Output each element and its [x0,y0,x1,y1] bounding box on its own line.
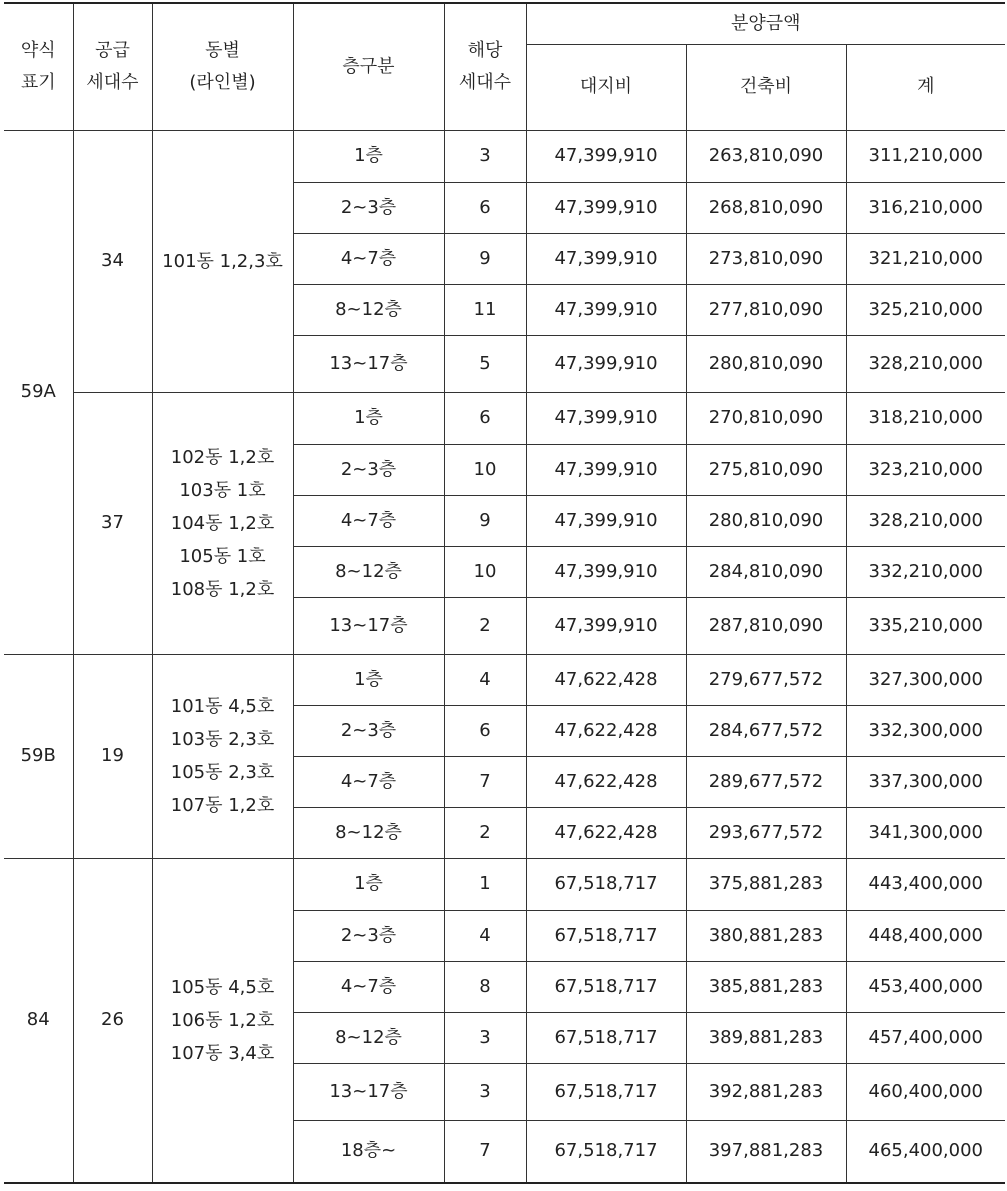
land-cell: 47,399,910 [526,335,686,392]
type-cell: 59B [4,654,73,858]
floor-cell: 8~12층 [293,807,444,858]
total-cell: 316,210,000 [846,182,1005,233]
total-cell: 460,400,000 [846,1063,1005,1120]
build-cell: 289,677,572 [686,756,846,807]
table-row [4,130,1005,182]
supply-cell: 19 [73,654,152,858]
supply-cell: 26 [73,858,152,1183]
land-cell: 47,622,428 [526,654,686,705]
building-line: 103동 2,3호 [170,729,275,750]
building-line: 103동 1호 [179,479,266,501]
floor-cell: 2~3층 [293,705,444,756]
table-row [4,654,1005,705]
build-cell: 392,881,283 [686,1063,846,1120]
build-cell: 287,810,090 [686,597,846,654]
land-cell: 47,399,910 [526,597,686,654]
header-floor: 층구분 [293,3,444,130]
land-cell: 47,399,910 [526,284,686,335]
units-cell: 5 [444,335,526,392]
total-cell: 443,400,000 [846,858,1005,910]
units-cell: 6 [444,392,526,444]
floor-cell: 1층 [293,858,444,910]
floor-cell: 4~7층 [293,961,444,1012]
building-line: 101동 1,2,3호 [162,250,283,272]
units-cell: 7 [444,756,526,807]
building-line: 105동 4,5호 [170,976,275,998]
total-cell: 323,210,000 [846,444,1005,495]
units-cell: 10 [444,444,526,495]
building-cell [152,654,293,858]
build-cell: 279,677,572 [686,654,846,705]
building-line: 107동 3,4호 [170,1042,275,1064]
total-cell: 311,210,000 [846,130,1005,182]
floor-cell: 2~3층 [293,444,444,495]
total-cell: 341,300,000 [846,807,1005,858]
floor-cell: 1층 [293,654,444,705]
build-cell: 270,810,090 [686,392,846,444]
header-type: 약식 표기 [4,3,73,130]
units-cell: 4 [444,910,526,961]
units-cell: 1 [444,858,526,910]
build-cell: 263,810,090 [686,130,846,182]
units-cell: 11 [444,284,526,335]
land-cell: 67,518,717 [526,910,686,961]
build-cell: 284,677,572 [686,705,846,756]
land-cell: 67,518,717 [526,1063,686,1120]
total-cell: 321,210,000 [846,233,1005,284]
units-cell: 6 [444,705,526,756]
header-building: 동별 (라인별) [152,3,293,130]
total-cell: 318,210,000 [846,392,1005,444]
floor-cell: 1층 [293,392,444,444]
floor-cell: 13~17층 [293,1063,444,1120]
units-cell: 9 [444,495,526,546]
land-cell: 47,622,428 [526,807,686,858]
build-cell: 385,881,283 [686,961,846,1012]
units-cell: 2 [444,807,526,858]
header-total: 계 [846,44,1005,130]
land-cell: 67,518,717 [526,1012,686,1063]
build-cell: 280,810,090 [686,495,846,546]
floor-cell: 2~3층 [293,910,444,961]
land-cell: 67,518,717 [526,1120,686,1183]
building-line: 105동 1호 [179,545,266,567]
units-cell: 8 [444,961,526,1012]
floor-cell: 4~7층 [293,233,444,284]
units-cell: 2 [444,597,526,654]
build-cell: 268,810,090 [686,182,846,233]
header-build: 건축비 [686,44,846,130]
floor-cell: 13~17층 [293,597,444,654]
total-cell: 448,400,000 [846,910,1005,961]
price-table [4,2,1005,1184]
header-supply: 공급 세대수 [73,3,152,130]
build-cell: 397,881,283 [686,1120,846,1183]
building-line: 106동 1,2호 [170,1009,275,1031]
units-cell: 3 [444,1012,526,1063]
build-cell: 389,881,283 [686,1012,846,1063]
floor-cell: 1층 [293,130,444,182]
floor-cell: 4~7층 [293,495,444,546]
land-cell: 67,518,717 [526,961,686,1012]
land-cell: 47,399,910 [526,444,686,495]
build-cell: 284,810,090 [686,546,846,597]
building-line: 108동 1,2호 [170,578,275,600]
total-cell: 453,400,000 [846,961,1005,1012]
type-cell: 84 [4,858,73,1183]
land-cell: 47,399,910 [526,495,686,546]
build-cell: 375,881,283 [686,858,846,910]
building-line: 102동 1,2호 [170,446,275,468]
floor-cell: 2~3층 [293,182,444,233]
land-cell: 47,399,910 [526,130,686,182]
land-cell: 47,622,428 [526,756,686,807]
total-cell: 337,300,000 [846,756,1005,807]
build-cell: 380,881,283 [686,910,846,961]
units-cell: 3 [444,130,526,182]
table-body [4,130,1005,1183]
total-cell: 465,400,000 [846,1120,1005,1183]
units-cell: 7 [444,1120,526,1183]
build-cell: 280,810,090 [686,335,846,392]
units-cell: 3 [444,1063,526,1120]
building-line: 104동 1,2호 [170,512,275,534]
total-cell: 457,400,000 [846,1012,1005,1063]
land-cell: 67,518,717 [526,858,686,910]
header-land: 대지비 [526,44,686,130]
build-cell: 275,810,090 [686,444,846,495]
floor-cell: 13~17층 [293,335,444,392]
total-cell: 332,300,000 [846,705,1005,756]
floor-cell: 8~12층 [293,284,444,335]
floor-cell: 18층~ [293,1120,444,1183]
floor-cell: 4~7층 [293,756,444,807]
building-line: 105동 2,3호 [170,762,275,783]
table-row [4,392,1005,444]
total-cell: 327,300,000 [846,654,1005,705]
table-header [4,3,1005,130]
floor-cell: 8~12층 [293,546,444,597]
land-cell: 47,399,910 [526,182,686,233]
total-cell: 335,210,000 [846,597,1005,654]
land-cell: 47,399,910 [526,233,686,284]
units-cell: 9 [444,233,526,284]
land-cell: 47,622,428 [526,705,686,756]
land-cell: 47,399,910 [526,546,686,597]
total-cell: 332,210,000 [846,546,1005,597]
units-cell: 6 [444,182,526,233]
total-cell: 328,210,000 [846,495,1005,546]
building-line: 107동 1,2호 [170,795,275,816]
table-row [4,858,1005,910]
supply-cell: 37 [73,392,152,654]
land-cell: 47,399,910 [526,392,686,444]
type-cell: 59A [4,130,73,654]
building-cell [152,392,293,654]
build-cell: 277,810,090 [686,284,846,335]
header-price-group: 분양금액 [526,3,1005,44]
build-cell: 293,677,572 [686,807,846,858]
building-line: 101동 4,5호 [170,696,275,717]
units-cell: 10 [444,546,526,597]
total-cell: 325,210,000 [846,284,1005,335]
units-cell: 4 [444,654,526,705]
total-cell: 328,210,000 [846,335,1005,392]
header-units: 해당 세대수 [444,3,526,130]
floor-cell: 8~12층 [293,1012,444,1063]
supply-cell: 34 [73,130,152,392]
building-cell [152,858,293,1183]
building-cell [152,130,293,392]
build-cell: 273,810,090 [686,233,846,284]
